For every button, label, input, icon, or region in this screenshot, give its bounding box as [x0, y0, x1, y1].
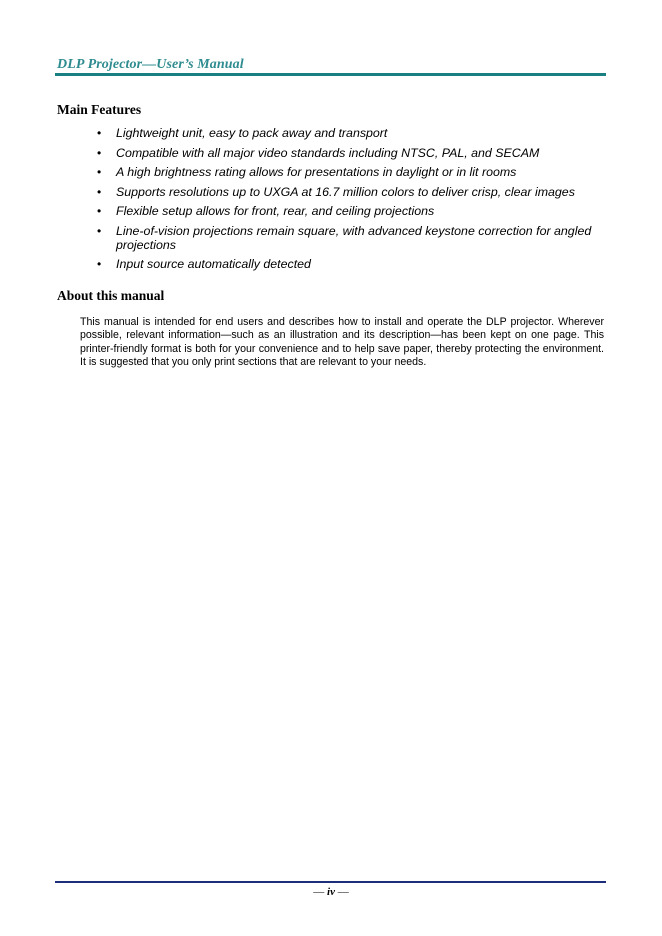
main-features-heading: Main Features: [57, 102, 142, 117]
feature-item: [97, 224, 602, 252]
header-divider: [55, 73, 606, 76]
feature-text: Input source automatically detected: [116, 257, 311, 271]
feature-item: [97, 204, 602, 218]
bullet-icon: •: [97, 126, 102, 140]
page-number-footer: [0, 886, 662, 898]
feature-text: Supports resolutions up to UXGA at 16.7 million colors to deliver crisp, clear images: [116, 184, 575, 199]
about-manual-body: This manual is intended for end users and describes how to install and operate the DLP projector. Wherever possible, relevant information—such as an illustration and its description—has been kept on one page. This printer-friendly format is both for your convenience and to help save paper, thereby protecting the environment. It is suggested that you only print sections that are relevant to your needs.: [80, 316, 604, 368]
feature-text: Line-of-vision projections remain square, with advanced keystone correction for angled projections: [116, 223, 592, 252]
bullet-icon: •: [97, 204, 102, 218]
feature-text: Flexible setup allows for front, rear, and ceiling projections: [116, 204, 435, 218]
footer-dash-left: —: [313, 886, 328, 898]
bullet-icon: •: [97, 184, 102, 199]
feature-item: [97, 146, 602, 160]
footer-divider: [55, 881, 606, 883]
feature-item: [97, 165, 602, 179]
bullet-icon: •: [97, 223, 102, 238]
feature-text: Lightweight unit, easy to pack away and transport: [116, 126, 388, 140]
bullet-icon: •: [97, 257, 102, 271]
feature-text: Compatible with all major video standards including NTSC, PAL, and SECAM: [116, 145, 540, 160]
footer-dash-right: —: [334, 886, 349, 898]
bullet-icon: •: [97, 145, 102, 160]
page-number: iv: [327, 886, 335, 898]
feature-item: [97, 126, 602, 140]
main-features-list: [97, 126, 602, 277]
feature-text: A high brightness rating allows for presentations in daylight or in lit rooms: [116, 165, 517, 179]
manual-header-title: DLP Projector—User’s Manual: [57, 57, 244, 72]
bullet-icon: •: [97, 165, 102, 179]
feature-item: [97, 257, 602, 271]
feature-item: [97, 185, 602, 199]
about-manual-heading: About this manual: [57, 288, 165, 303]
